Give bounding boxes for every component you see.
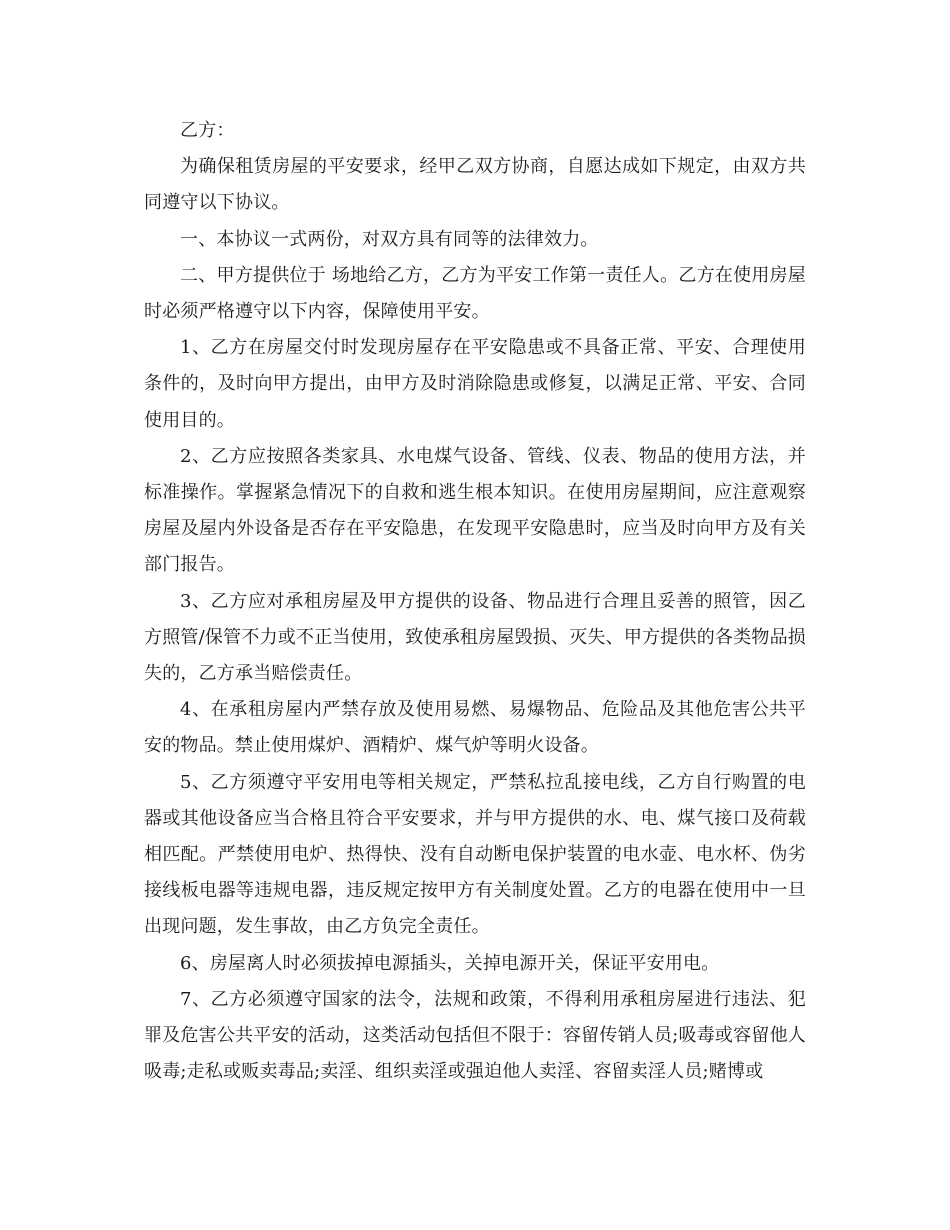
clause-one: 一、本协议一式两份，对双方具有同等的法律效力。 bbox=[180, 228, 599, 250]
preamble-paragraph: 为确保租赁房屋的平安要求，经甲乙双方协商，自愿达成如下规定，由双方共同遵守以下协议。 bbox=[144, 156, 806, 214]
item-7: 7、乙方必须遵守国家的法令，法规和政策，不得利用承租房屋进行违法、犯罪及危害公共平安的活动，这类活动包括但不限于：容留传销人员;吸毒或容留他人吸毒;走私或贩卖毒品;卖淫、组织卖淫或强迫他人卖淫、容留卖淫人员;赌博或 bbox=[144, 988, 806, 1083]
item-5: 5、乙方须遵守平安用电等相关规定，严禁私拉乱接电线，乙方自行购置的电器或其他设备应当合格且符合平安要求，并与甲方提供的水、电、煤气接口及荷载相匹配。严禁使用电炉、热得快、没有自动断电保护装置的电水壶、电水杯、伪劣接线板电器等违规电器，违反规定按甲方有关制度处置。乙方的电器在使用中一旦出现问题，发生事故，由乙方负完全责任。 bbox=[144, 771, 806, 938]
item-2: 2、乙方应按照各类家具、水电煤气设备、管线、仪表、物品的使用方法，并标准操作。掌握紧急情况下的自救和逃生根本知识。在使用房屋期间，应注意观察房屋及屋内外设备是否存在平安隐患，在发现平安隐患时，应当及时向甲方及有关部门报告。 bbox=[144, 445, 806, 576]
item-6: 6、房屋离人时必须拔掉电源插头，关掉电源开关，保证平安用电。 bbox=[180, 952, 720, 974]
item-4: 4、在承租房屋内严禁存放及使用易燃、易爆物品、危险品及其他危害公共平安的物品。禁止使用煤炉、酒精炉、煤气炉等明火设备。 bbox=[144, 699, 806, 757]
clause-two: 二、甲方提供位于 场地给乙方，乙方为平安工作第一责任人。乙方在使用房屋时必须严格遵守以下内容，保障使用平安。 bbox=[144, 264, 806, 323]
document-body bbox=[144, 113, 806, 1090]
item-3: 3、乙方应对承租房屋及甲方提供的设备、物品进行合理且妥善的照管，因乙方照管/保管不力或不正当使用，致使承租房屋毁损、灭失、甲方提供的各类物品损失的，乙方承当赔偿责任。 bbox=[144, 590, 806, 685]
item-1: 1、乙方在房屋交付时发现房屋存在平安隐患或不具备正常、平安、合理使用条件的，及时向甲方提出，由甲方及时消除隐患或修复，以满足正常、平安、合同使用目的。 bbox=[144, 337, 806, 431]
party-b-line: 乙方： bbox=[180, 120, 235, 141]
